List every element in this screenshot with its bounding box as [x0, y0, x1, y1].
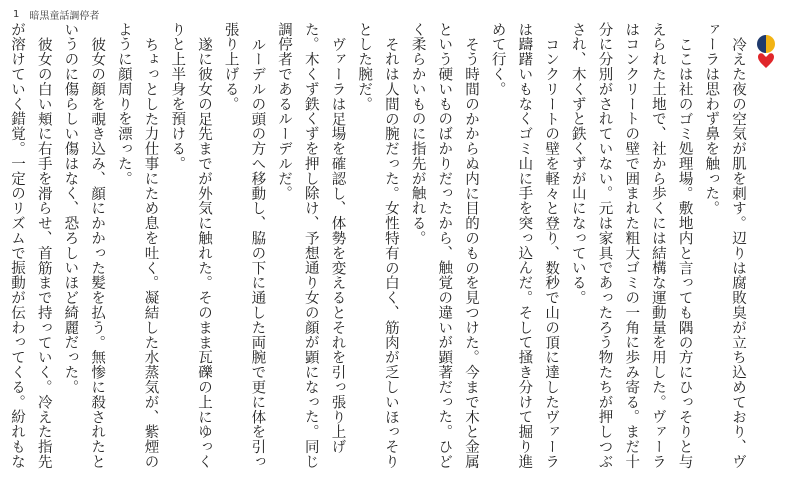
paragraph: それは人間の腕だった。女性特有の白く、筋肉が乏しいほっそりとした腕だ。 — [356, 22, 399, 469]
vertical-body-text — [9, 22, 751, 482]
paragraph: ちょっとした力仕事にため息を吐く。凝結した水蒸気が、紫煙のように顔周りを漂った。 — [115, 22, 159, 469]
document-title: 暗黒童話調停者 — [29, 10, 100, 22]
paragraph: コンクリートの壁を軽々と登り、数秒で山の頂に達したヴァーラは躊躇いもなくゴミ山に手を突っ込んだ。そして掻き分けて掘り進めて行く。 — [489, 22, 560, 469]
page-header — [13, 6, 99, 22]
brand-logo-icon — [757, 35, 775, 73]
paragraph: ヴァーラは足場を確認し、体勢を変えるとそれを引っ張り上げた。木くず鉄くずを押し除け、予想通り女の顔が顕になった。同じ調停者であるルーデルだ。 — [276, 22, 346, 469]
paragraph: 冷えた夜の空気が肌を刺す。辺りは腐敗臭が立ち込めており、ヴァーラは思わず鼻を触った。 — [703, 22, 746, 469]
page-number: 1 — [13, 8, 20, 20]
paragraph: ルーデルの頭の方へ移動し、脇の下に通した両腕で更に体を引っ張り上げる。 — [222, 22, 266, 469]
paragraph: 彼女の顔を覗き込み、顔にかかった髪を払う。無惨に殺されたというのに傷らしい傷はなく、恐ろしいほど綺麗だった。 — [62, 22, 106, 469]
paragraph: ここは社のゴミ処理場。敷地内と言っても隅の方にひっそりと与えられた土地で、社から歩くには結構な運動量を用した。ヴァーラはコンクリートの壁で囲まれた粗大ゴミの一角に歩み寄る。まだ十分に分別がされていない。元は家具であったろう物たちが押しつぶされ、木くずと鉄くずが山になっている。 — [569, 22, 693, 469]
paragraph: 遂に彼女の足先までが外気に触れた。そのまま瓦礫の上にゆっくりと上半身を預ける。 — [169, 22, 212, 469]
paragraph: そう時間のかからぬ内に目的のものを見つけた。今まで木と金属という硬いものばかりだったから、触覚の違いが顕著だった。ひどく柔らかいものに指先が触れる。 — [409, 22, 479, 469]
paragraph: 彼女の白い頬に右手を滑らせ、首筋まで持っていく。冷えた指先が溶けていく錯覚。一定のリズムで振動が伝わってくる。紛れもな — [9, 22, 52, 469]
